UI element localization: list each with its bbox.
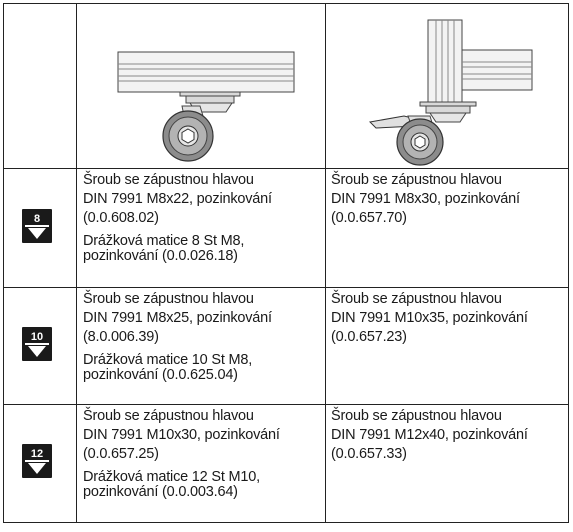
spec-line: DIN 7991 M8x25, pozinkování xyxy=(83,310,272,326)
slot-size-label: 10 xyxy=(30,331,44,343)
spec-line: Šroub se zápustnou hlavou xyxy=(83,408,254,424)
nut-spec-line: Drážková matice 10 St M8, xyxy=(83,352,253,368)
screw-spec-cell xyxy=(83,407,321,500)
part-number: (0.0.608.02) xyxy=(83,210,159,226)
nut-part-number: pozinkování (0.0.003.64) xyxy=(83,484,238,500)
slot-size-label: 8 xyxy=(33,213,41,225)
screw-spec-cell xyxy=(83,290,321,383)
spec-line: DIN 7991 M8x30, pozinkování xyxy=(331,191,520,207)
part-number: (0.0.657.70) xyxy=(331,210,407,226)
spec-line: DIN 7991 M8x22, pozinkování xyxy=(83,191,272,207)
column-divider xyxy=(76,4,77,522)
row-divider xyxy=(4,287,568,288)
spec-line: Šroub se zápustnou hlavou xyxy=(331,408,502,424)
spec-line: DIN 7991 M10x30, pozinkování xyxy=(83,427,280,443)
product-table xyxy=(3,3,569,523)
spec-line: DIN 7991 M12x40, pozinkování xyxy=(331,427,528,443)
screw-spec-cell xyxy=(331,407,567,464)
slot-size-8-icon xyxy=(22,209,52,248)
column-divider xyxy=(325,4,326,522)
spec-line: Šroub se zápustnou hlavou xyxy=(83,291,254,307)
part-number: (0.0.657.25) xyxy=(83,446,159,462)
nut-spec-line: Drážková matice 12 St M10, xyxy=(83,469,260,485)
caster-wheel-under-profile-icon xyxy=(116,46,296,169)
spec-line: Šroub se zápustnou hlavou xyxy=(83,172,254,188)
nut-spec-line: Drážková matice 8 St M8, xyxy=(83,233,245,249)
slot-size-label: 12 xyxy=(30,448,44,460)
slot-size-12-icon xyxy=(22,444,52,483)
part-number: (0.0.657.23) xyxy=(331,329,407,345)
spec-line: Šroub se zápustnou hlavou xyxy=(331,172,502,188)
spec-line: Šroub se zápustnou hlavou xyxy=(331,291,502,307)
screw-spec-cell xyxy=(331,171,567,228)
screw-spec-cell xyxy=(331,290,567,347)
row-divider xyxy=(4,404,568,405)
braked-caster-wheel-under-profile-icon xyxy=(364,18,534,171)
screw-spec-cell xyxy=(83,171,321,264)
spec-line: DIN 7991 M10x35, pozinkování xyxy=(331,310,528,326)
slot-size-10-icon xyxy=(22,327,52,366)
nut-part-number: pozinkování (0.0.625.04) xyxy=(83,367,238,383)
nut-part-number: pozinkování (0.0.026.18) xyxy=(83,248,238,264)
part-number: (8.0.006.39) xyxy=(83,329,159,345)
part-number: (0.0.657.33) xyxy=(331,446,407,462)
